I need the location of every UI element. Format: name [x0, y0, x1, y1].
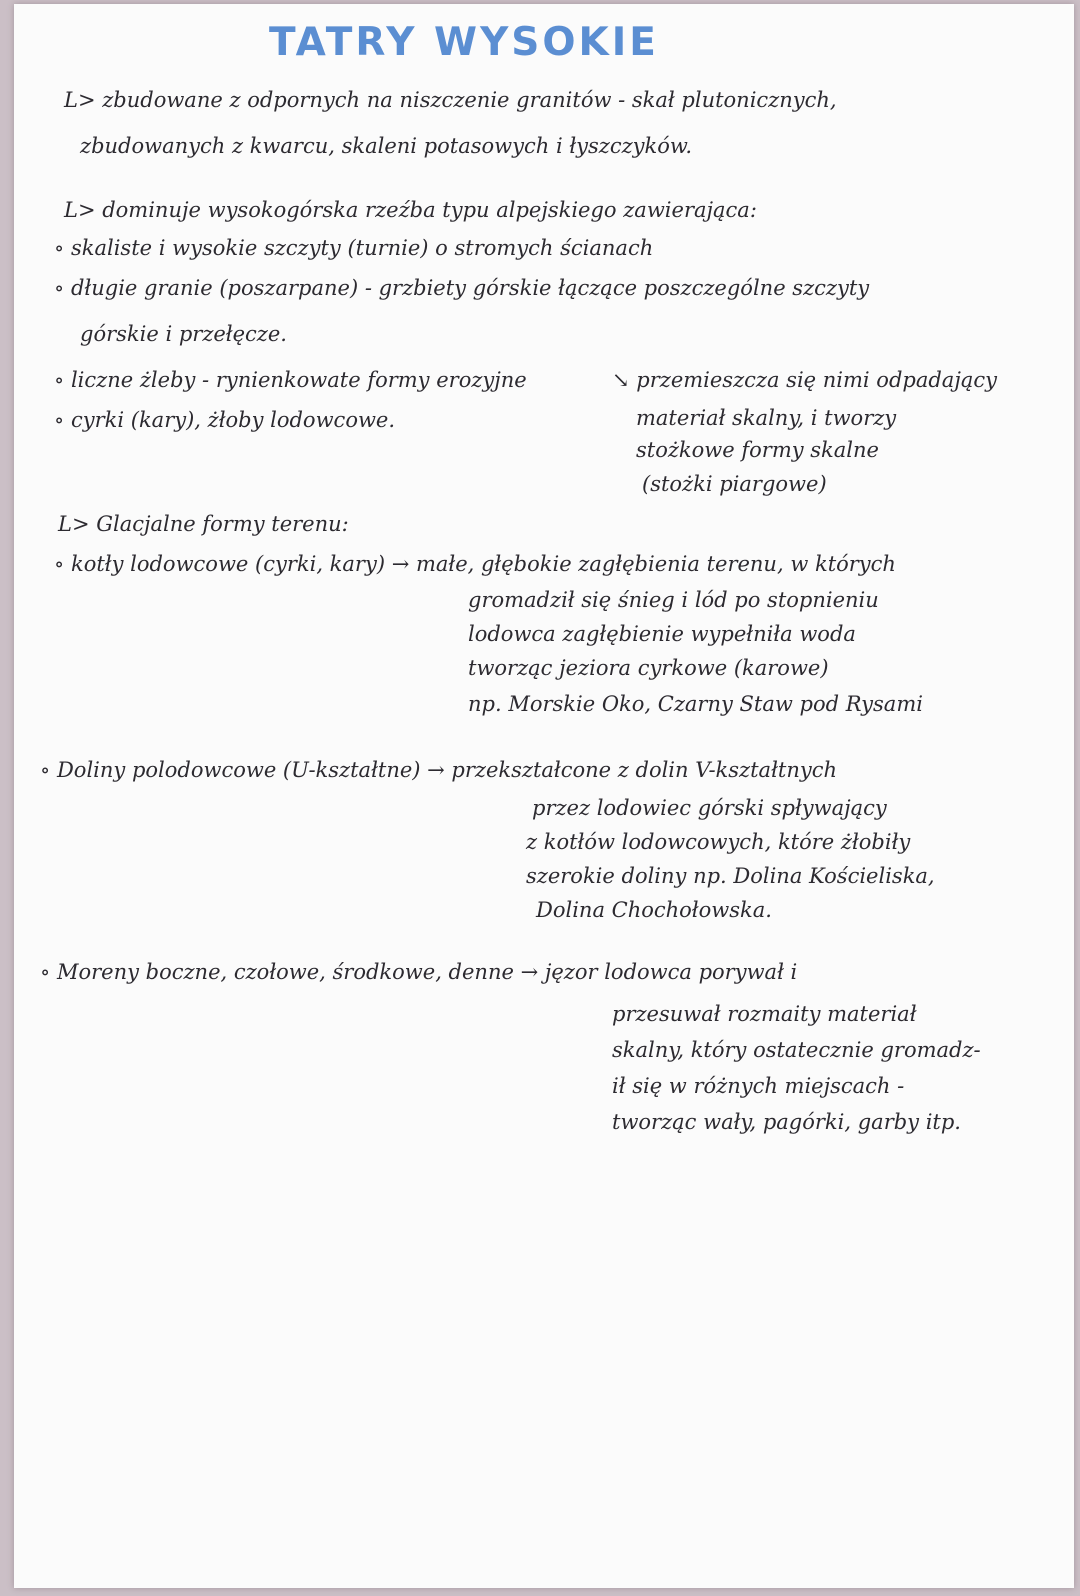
text-line: skalny, który ostatecznie gromadz-	[612, 1038, 981, 1062]
list-item: ∘ liczne żleby - rynienkowate formy erozyjne	[54, 368, 527, 392]
list-item: ∘ Doliny polodowcowe (U-kształtne) → przekształcone z dolin V-kształtnych	[40, 758, 837, 782]
side-note: ↘ przemieszcza się nimi odpadający	[612, 368, 997, 392]
page-title: TATRY WYSOKIE	[269, 20, 659, 65]
list-item: ∘ długie granie (poszarpane) - grzbiety górskie łączące poszczególne szczyty	[54, 276, 870, 300]
side-note: (stożki piargowe)	[642, 472, 827, 496]
side-note: materiał skalny, i tworzy	[636, 406, 897, 430]
text-line: np. Morskie Oko, Czarny Staw pod Rysami	[468, 692, 923, 716]
list-item: ∘ skaliste i wysokie szczyty (turnie) o stromych ścianach	[54, 236, 654, 260]
side-note: stożkowe formy skalne	[636, 438, 879, 462]
text-line: górskie i przełęcze.	[80, 322, 287, 346]
text-line: zbudowanych z kwarcu, skaleni potasowych i łyszczyków.	[80, 134, 693, 158]
text-line: tworząc wały, pagórki, garby itp.	[612, 1110, 961, 1134]
text-line: przez lodowiec górski spływający	[532, 796, 887, 820]
text-line: ił się w różnych miejscach -	[612, 1074, 905, 1098]
text-line: z kotłów lodowcowych, które żłobiły	[526, 830, 911, 854]
text-line: L> Glacjalne formy terenu:	[58, 512, 349, 536]
text-line: L> zbudowane z odpornych na niszczenie granitów - skał plutonicznych,	[64, 88, 837, 112]
text-line: przesuwał rozmaity materiał	[612, 1002, 917, 1026]
list-item: ∘ cyrki (kary), żłoby lodowcowe.	[54, 408, 396, 432]
text-line: lodowca zagłębienie wypełniła woda	[468, 622, 856, 646]
text-line: tworząc jeziora cyrkowe (karowe)	[468, 656, 829, 680]
list-item: ∘ Moreny boczne, czołowe, środkowe, denne → jęzor lodowca porywał i	[40, 960, 798, 984]
text-line: L> dominuje wysokogórska rzeźba typu alpejskiego zawierająca:	[64, 198, 757, 222]
list-item: ∘ kotły lodowcowe (cyrki, kary) → małe, głębokie zagłębienia terenu, w których	[54, 552, 896, 576]
text-line: gromadził się śnieg i lód po stopnieniu	[468, 588, 879, 612]
text-line: szerokie doliny np. Dolina Kościeliska,	[526, 864, 935, 888]
text-line: Dolina Chochołowska.	[536, 898, 772, 922]
notebook-page	[14, 4, 1074, 1588]
